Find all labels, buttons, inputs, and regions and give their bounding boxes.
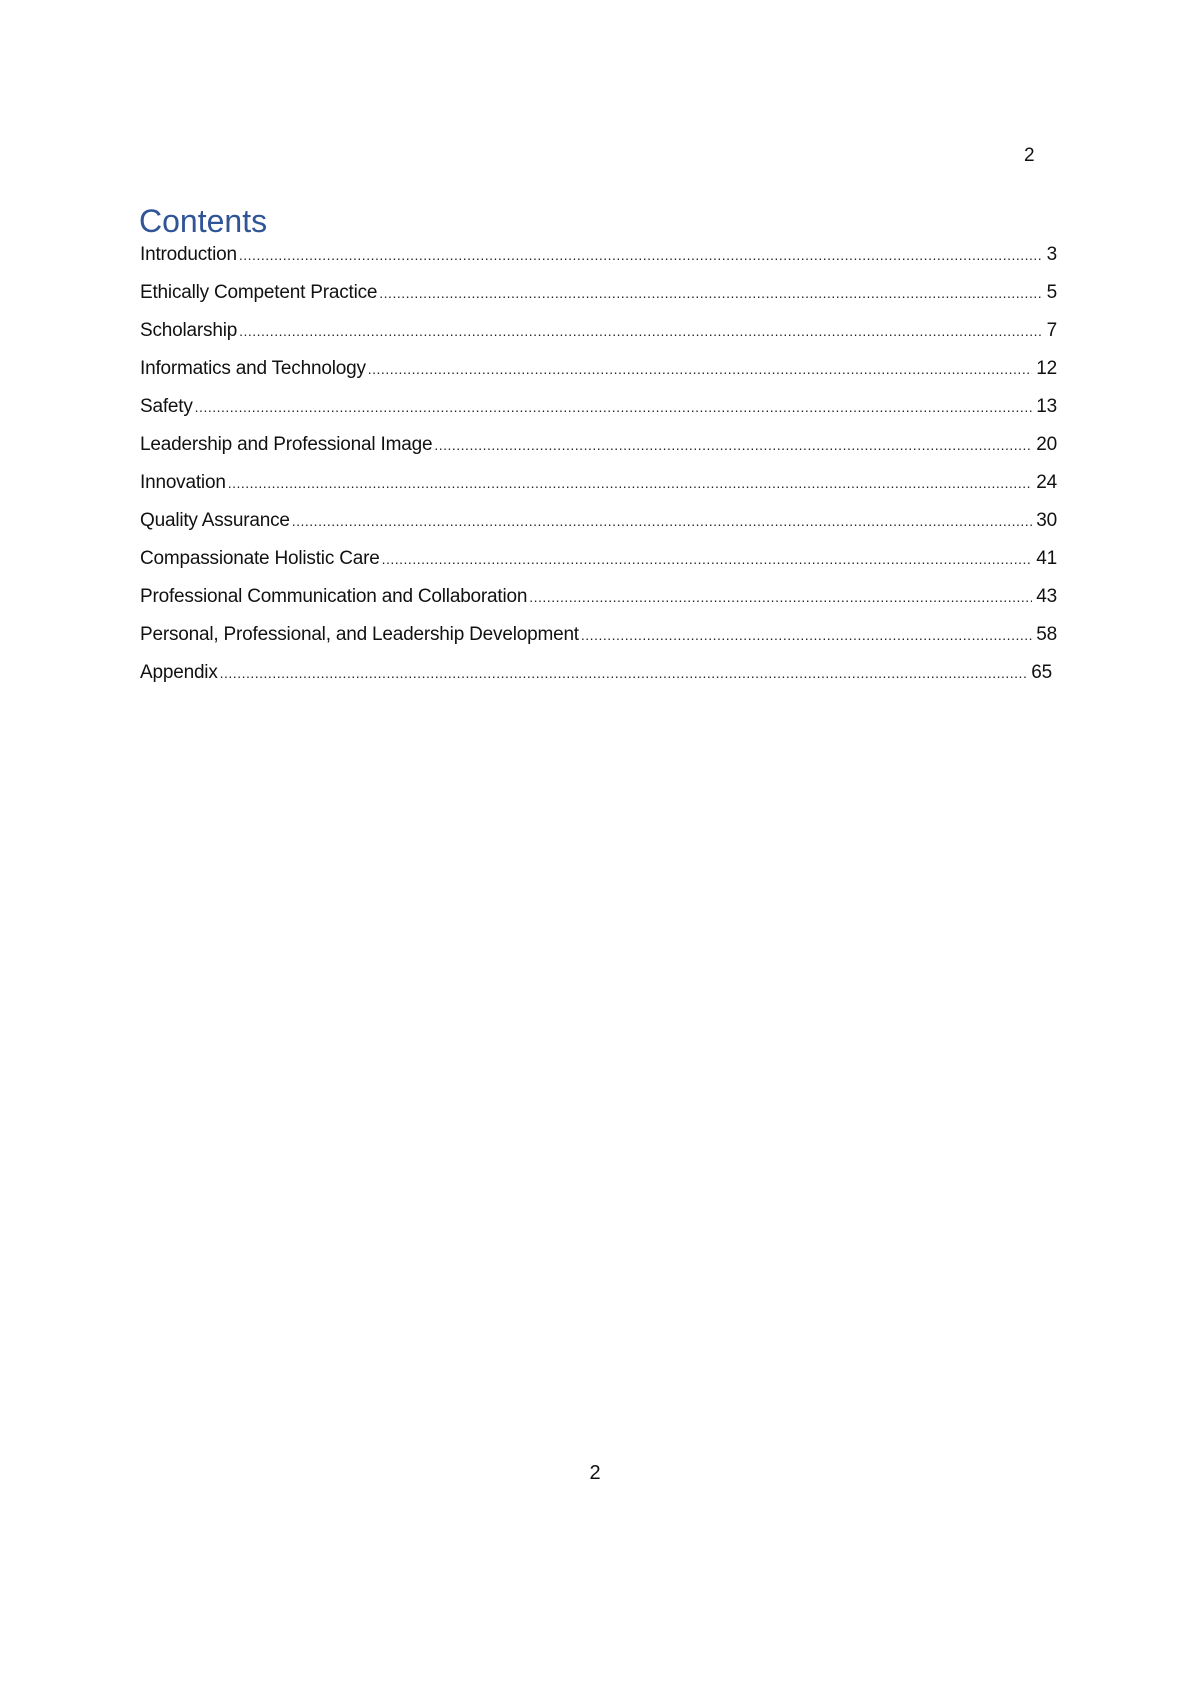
- toc-dot-leader: [239, 316, 1043, 346]
- toc-entry-appendix[interactable]: [140, 658, 1057, 696]
- footer-page-number: 2: [589, 1462, 601, 1484]
- toc-entry-professional-communication-and-collaboration[interactable]: [140, 582, 1057, 620]
- toc-entry-page: 58: [1036, 624, 1057, 645]
- toc-entry-safety[interactable]: [140, 392, 1057, 430]
- toc-dot-leader: [529, 582, 1032, 612]
- toc-dot-leader: [228, 468, 1033, 498]
- toc-entry-compassionate-holistic-care[interactable]: [140, 544, 1057, 582]
- toc-dot-leader: [220, 658, 1028, 688]
- toc-entry-title: Informatics and Technology: [140, 358, 366, 379]
- toc-entry-page: 3: [1046, 244, 1057, 265]
- toc-dot-leader: [379, 278, 1042, 308]
- toc-entry-title: Safety: [140, 396, 193, 417]
- toc-entry-title: Appendix: [140, 662, 218, 683]
- toc-dot-leader: [195, 392, 1033, 422]
- toc-entry-informatics-and-technology[interactable]: [140, 354, 1057, 392]
- toc-heading: Contents: [139, 203, 268, 239]
- toc-entry-page: 20: [1036, 434, 1057, 455]
- toc-dot-leader: [292, 506, 1033, 536]
- toc-entry-ethically-competent-practice[interactable]: [140, 278, 1057, 316]
- toc-entry-page: 24: [1036, 472, 1057, 493]
- toc-dot-leader: [581, 620, 1032, 650]
- toc-entry-title: Quality Assurance: [140, 510, 290, 531]
- header-page-number: 2: [1024, 145, 1035, 166]
- toc-entry-personal-professional-leadership-development[interactable]: [140, 620, 1057, 658]
- toc-dot-leader: [368, 354, 1033, 384]
- toc-entry-page: 41: [1036, 548, 1057, 569]
- toc-dot-leader: [239, 240, 1043, 270]
- toc-entry-page: 5: [1046, 282, 1057, 303]
- toc-dot-leader: [434, 430, 1032, 460]
- toc-entry-title: Scholarship: [140, 320, 238, 341]
- toc-entry-page: 43: [1036, 586, 1057, 607]
- toc-entry-page: 12: [1036, 358, 1057, 379]
- toc-entry-title: Ethically Competent Practice: [140, 282, 378, 303]
- toc-entry-title: Innovation: [140, 472, 226, 493]
- toc-entry-title: Compassionate Holistic Care: [140, 548, 380, 569]
- table-of-contents: [140, 240, 1057, 696]
- toc-entry-title: Leadership and Professional Image: [140, 434, 433, 455]
- toc-entry-innovation[interactable]: [140, 468, 1057, 506]
- toc-entry-page: 65: [1031, 662, 1052, 683]
- toc-entry-page: 13: [1036, 396, 1057, 417]
- toc-entry-introduction[interactable]: [140, 240, 1057, 278]
- toc-entry-leadership-and-professional-image[interactable]: [140, 430, 1057, 468]
- toc-entry-page: 7: [1046, 320, 1057, 341]
- toc-entry-quality-assurance[interactable]: [140, 506, 1057, 544]
- toc-entry-scholarship[interactable]: [140, 316, 1057, 354]
- toc-entry-title: Professional Communication and Collaboration: [140, 586, 528, 607]
- toc-entry-title: Introduction: [140, 244, 237, 265]
- toc-entry-page: 30: [1036, 510, 1057, 531]
- toc-entry-title: Personal, Professional, and Leadership Development: [140, 624, 579, 645]
- toc-dot-leader: [382, 544, 1033, 574]
